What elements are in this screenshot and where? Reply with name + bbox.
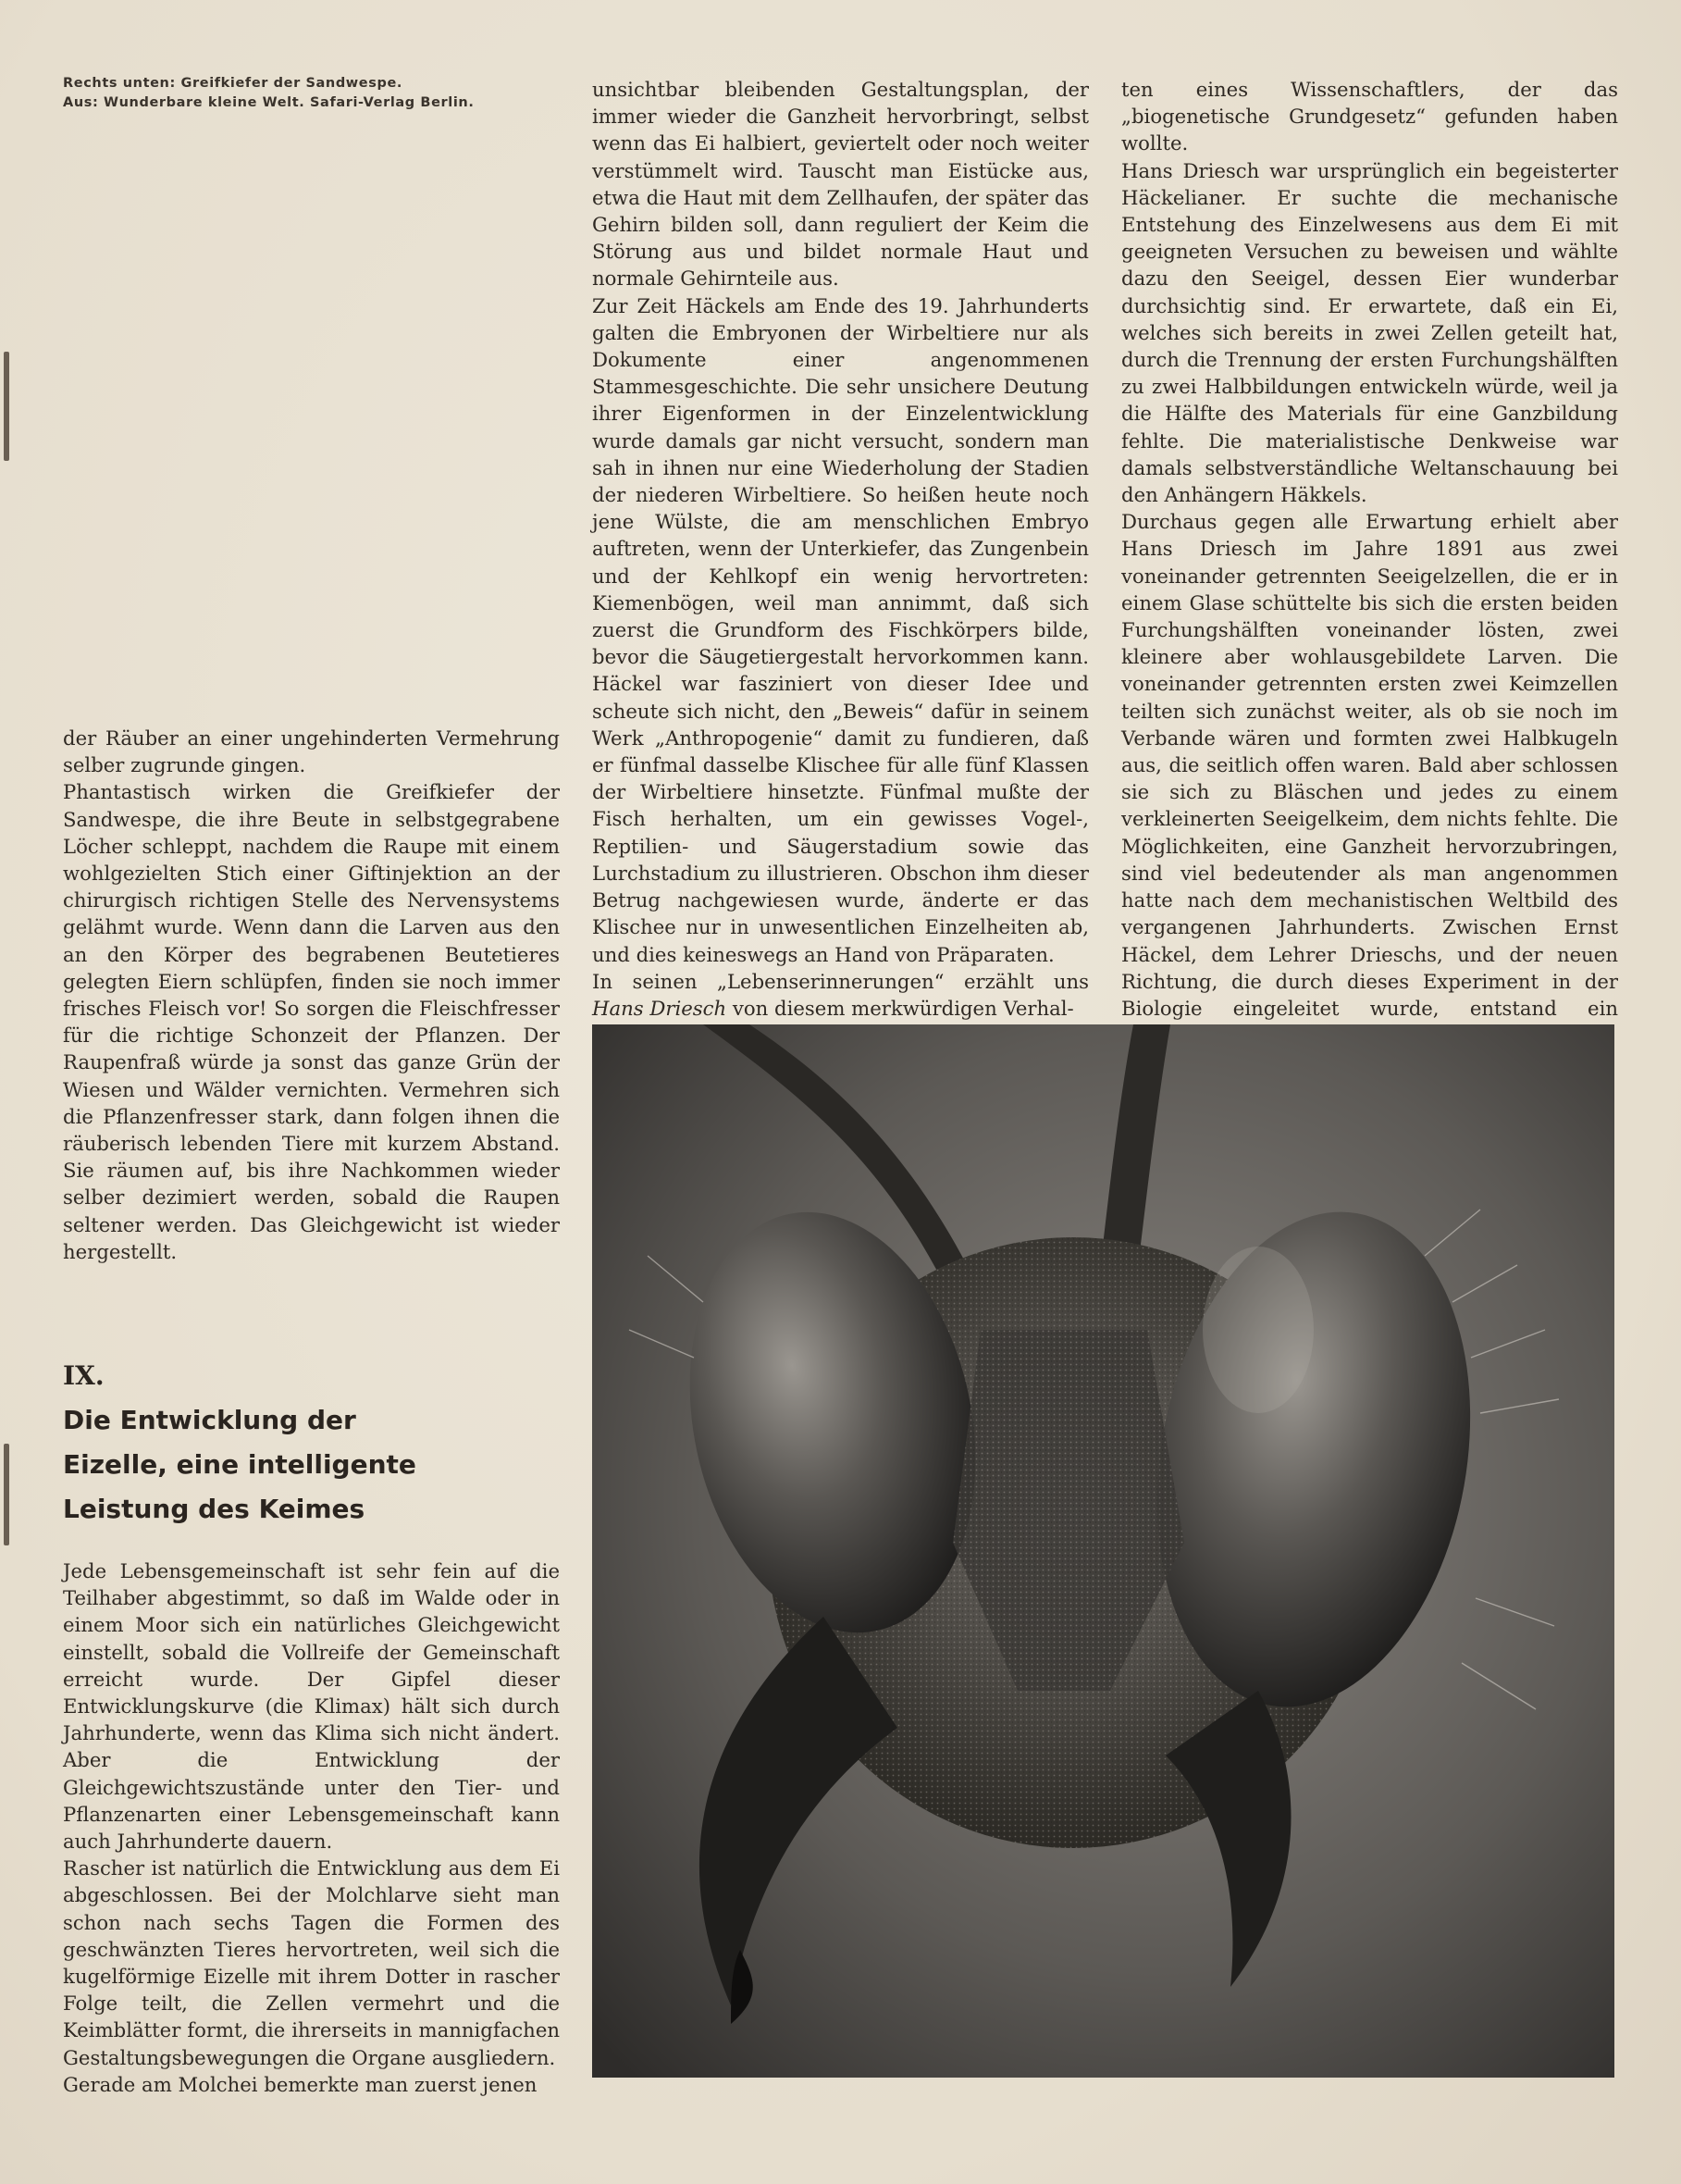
chapter-title-line: Leistung des Keimes — [63, 1494, 365, 1524]
paragraph: ten eines Wissenschaftlers, der das „biogenetische Grundgesetz“ gefunden haben wollte. — [1121, 78, 1618, 155]
binding-mark — [4, 1444, 9, 1545]
caption-line: Rechts unten: Greifkiefer der Sandwespe. — [63, 76, 402, 91]
paragraph: Gerade am Molchei bemerkte man zuerst jenen — [63, 2072, 538, 2096]
column-1-upper-text — [63, 725, 560, 1265]
text-run: von diesem merkwürdigen Verhal- — [726, 996, 1074, 1020]
chapter-number: IX. — [63, 1360, 105, 1391]
caption-line: Aus: Wunderbare kleine Welt. Safari-Verlag Berlin. — [63, 95, 475, 110]
paragraph — [592, 968, 1089, 1022]
paragraph: Jede Lebensgemeinschaft ist sehr fein auf die Teilhaber abgestimmt, so daß im Walde oder in einem Moor sich ein natürliches Gleichgewicht einstellt, sobald die Vollreife der Gemeinschaft erreicht wurde. Der Gipfel dieser Entwicklungskurve (die Klimax) hält sich durch Jahrhunderte, wenn das Klima sich nicht ändert. Aber die Entwicklung der Gleichgewichtszustände unter den Tier- und Pflanzenarten einer Lebensgemeinschaft kann auch Jahrhunderte dauern. — [63, 1559, 560, 1854]
paragraph: unsichtbar bleibenden Gestaltungsplan, der immer wieder die Ganzheit hervorbringt, selbst wenn das Ei halbiert, geviertelt oder noch weiter verstümmelt wird. Tauscht man Eistücke aus, etwa die Haut mit dem Zellhaufen, der später das Gehirn bilden soll, dann reguliert der Keim die Störung aus und bildet normale Haut und normale Gehirnteile aus. — [592, 78, 1089, 291]
text-run: In seinen „Lebenserinnerungen“ erzählt uns — [592, 969, 1089, 993]
wasp-head-photo — [592, 1024, 1614, 2078]
chapter-title-line: Die Entwicklung der — [63, 1405, 356, 1435]
chapter-heading — [63, 1354, 581, 1532]
paragraph: Hans Driesch war ursprünglich ein begeisterter Häckelianer. Er suchte die mechanische Entstehung des Einzelwesens aus dem Ei mit geeigneten Versuchen zu beweisen und wählte dazu den Seeigel, dessen Eier wunderbar durchsichtig sind. Er erwartete, daß ein Ei, welches sich bereits in zwei Zellen geteilt hat, durch die Trennung der ersten Furchungshälften zu zwei Halbbildungen entwickeln würde, weil ja die Hälfte des Materials für eine Ganzbildung fehlte. Die materialistische Denkweise war damals selbstverständliche Weltanschauung bei den Anhängern Häkkels. — [1121, 158, 1618, 507]
paragraph: der Räuber an einer ungehinderten Vermehrung selber zugrunde gingen. — [63, 726, 560, 777]
paragraph: Rascher ist natürlich die Entwicklung aus dem Ei abgeschlossen. Bei der Molchlarve sieht man schon nach sechs Tagen die Formen des geschwänzten Tieres hervortreten, weil sich die kugelförmige Eizelle mit ihrem Dotter in rascher Folge teilt, die Zellen vermehrt und die Keimblätter formt, die ihrerseits in mannigfachen Gestaltungsbewegungen die Organe ausgliedern. — [63, 1856, 560, 2069]
paragraph: Phantastisch wirken die Greifkiefer der Sandwespe, die ihre Beute in selbstgegrabene Löcher schleppt, nachdem die Raupe mit einem wohlgezielten Stich einer Giftinjektion an der chirurgisch richtigen Stelle des Nervensystems gelähmt wurde. Wenn dann die Larven aus den an den Körper des begrabenen Beutetieres gelegten Eiern schlüpfen, finden sie noch immer frisches Fleisch vor! So sorgen die Fleischfresser für die richtige Schonzeit der Pflanzen. Der Raupenfraß würde ja sonst das ganze Grün der Wiesen und Wälder vernichten. Vermehren sich die Pflanzenfresser stark, dann folgen ihnen die räuberisch lebenden Tiere mit kurzem Abstand. Sie räumen auf, bis ihre Nachkommen wieder selber dezimiert werden, sobald die Raupen seltener werden. Das Gleichgewicht ist wieder hergestellt. — [63, 780, 560, 1263]
paragraph: Zur Zeit Häckels am Ende des 19. Jahrhunderts galten die Embryonen der Wirbeltiere nur als Dokumente einer angenommenen Stammesgeschichte. Die sehr unsichere Deutung ihrer Eigenformen in der Einzelentwicklung wurde damals gar nicht versucht, sondern man sah in ihnen nur eine Wiederholung der Stadien der niederen Wirbeltiere. So heißen heute noch jene Wülste, die am menschlichen Embryo auftreten, wenn der Unterkiefer, das Zungenbein und der Kehlkopf ein wenig hervortreten: Kiemenbögen, weil man annimmt, daß sich zuerst die Grundform des Fischkörpers bilde, bevor die Säugetiergestalt hervorkommen kann. Häckel war fasziniert von dieser Idee und scheute sich nicht, den „Beweis“ dafür in seinem Werk „Anthropogenie“ damit zu fundieren, daß er fünfmal dasselbe Klischee für alle fünf Klassen der Wirbeltiere hinsetzte. Fünfmal mußte der Fisch herhalten, um ein gewisses Vogel-, Reptilien- und Säugerstadium sowie das Lurchstadium zu illustrieren. Obschon ihm dieser Betrug nachgewiesen wurde, änderte er das Klischee nur in unwesentlichen Einzelheiten ab, und dies keineswegs an Hand von Präparaten. — [592, 293, 1089, 966]
column-3-text — [1121, 76, 1618, 1049]
paragraph: Durchaus gegen alle Erwartung erhielt aber Hans Driesch im Jahre 1891 aus zwei voneinander getrennten Seeigelzellen, die er in einem Glase schüttelte bis sich die ersten beiden Furchungshälften voneinander lösten, zwei kleinere aber wohlausgebildete Larven. Die voneinander getrennten ersten zwei Keimzellen teilten sich zunächst weiter, als ob sie noch im Verbande wären und formten zwei Halbkugeln aus, die seitlich offen waren. Bald aber schlossen sie sich zu Bläschen und jedes zu einem verkleinerten Seeigelkeim, dem nichts fehlte. Die Möglichkeiten, eine Ganzheit hervorzubringen, sind viel bedeutender als man angenommen hatte nach dem mechanistischen Weltbild des vergangenen Jahrhunderts. Zwischen Ernst Häckel, dem Lehrer Drieschs, und der neuen Richtung, die durch dieses Experiment in der Biologie eingeleitet wurde, entstand ein — [1121, 510, 1618, 1020]
binding-mark — [4, 352, 9, 461]
photo-caption — [63, 74, 562, 113]
column-2-text — [592, 76, 1089, 1022]
chapter-title-line: Eizelle, eine intelligente — [63, 1449, 416, 1480]
column-1-lower-text — [63, 1557, 560, 2098]
wasp-head-illustration — [592, 1024, 1614, 2078]
author-name: Hans Driesch — [592, 996, 727, 1020]
